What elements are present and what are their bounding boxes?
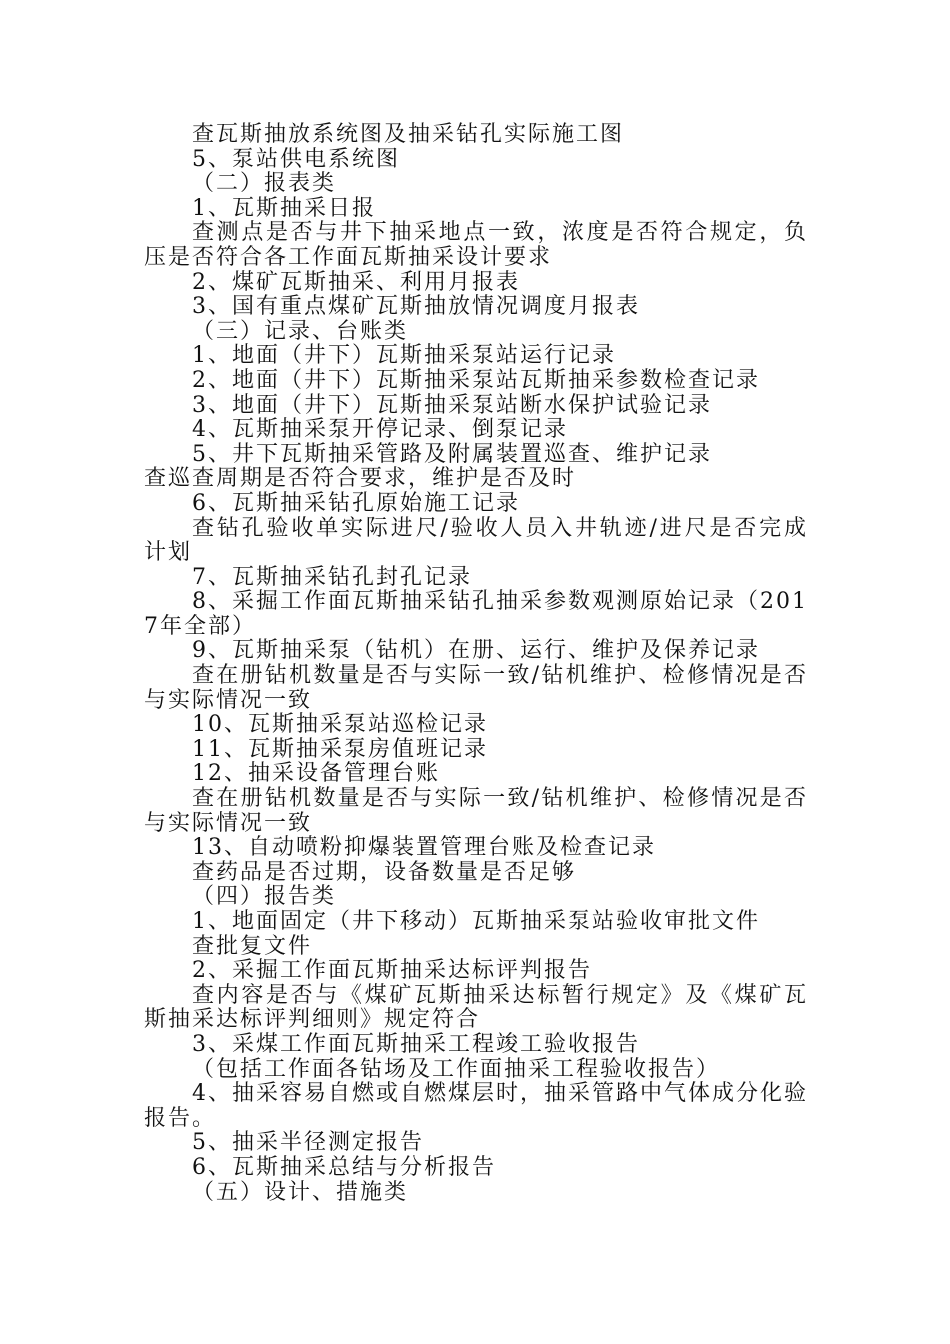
paragraph: 12、抽采设备管理台账 — [192, 761, 440, 787]
paragraph: 3、采煤工作面瓦斯抽采工程竣工验收报告 — [192, 1031, 640, 1057]
paragraph: 3、地面（井下）瓦斯抽采泵站断水保护试验记录 — [192, 392, 712, 418]
paragraph: 2、采掘工作面瓦斯抽采达标评判报告 — [192, 958, 592, 984]
paragraph: 6、瓦斯抽采总结与分析报告 — [192, 1154, 496, 1180]
paragraph: 5、泵站供电系统图 — [192, 146, 400, 172]
paragraph: 查瓦斯抽放系统图及抽采钻孔实际施工图 — [192, 122, 625, 147]
paragraph: 7、瓦斯抽采钻孔封孔记录 — [192, 564, 472, 590]
paragraph: 3、国有重点煤矿瓦斯抽放情况调度月报表 — [192, 294, 640, 320]
document-body — [144, 123, 808, 1205]
paragraph: 查内容是否与《煤矿瓦斯抽采达标暂行规定》及《煤矿瓦斯抽采达标评判细则》规定符合 — [144, 982, 808, 1033]
paragraph: （包括工作面各钻场及工作面抽采工程验收报告） — [192, 1056, 721, 1082]
paragraph: 8、采掘工作面瓦斯抽采钻孔抽采参数观测原始记录（2017年全部） — [144, 589, 808, 639]
paragraph: 查在册钻机数量是否与实际一致/钻机维护、检修情况是否与实际情况一致 — [144, 786, 808, 836]
paragraph: 4、瓦斯抽采泵开停记录、倒泵记录 — [192, 417, 568, 443]
section-heading: （四）报告类 — [192, 884, 337, 910]
section-heading: （三）记录、台账类 — [192, 318, 409, 344]
paragraph: 2、地面（井下）瓦斯抽采泵站瓦斯抽采参数检查记录 — [192, 367, 760, 393]
paragraph: 查钻孔验收单实际进尺/验收人员入井轨迹/进尺是否完成计划 — [144, 515, 808, 566]
paragraph: 5、抽采半径测定报告 — [192, 1130, 424, 1156]
paragraph: 10、瓦斯抽采泵站巡检记录 — [192, 712, 488, 738]
paragraph: 查批复文件 — [192, 933, 313, 959]
paragraph: 查在册钻机数量是否与实际一致/钻机维护、检修情况是否与实际情况一致 — [144, 663, 808, 713]
paragraph: 13、自动喷粉抑爆装置管理台账及检查记录 — [192, 835, 656, 861]
paragraph: 4、抽采容易自燃或自燃煤层时，抽采管路中气体成分化验报告。 — [144, 1081, 808, 1131]
paragraph: 1、地面（井下）瓦斯抽采泵站运行记录 — [192, 343, 616, 369]
paragraph: 6、瓦斯抽采钻孔原始施工记录 — [192, 490, 520, 516]
section-heading: （二）报表类 — [192, 171, 337, 197]
paragraph: 11、瓦斯抽采泵房值班记录 — [192, 736, 488, 762]
paragraph: 查药品是否过期，设备数量是否足够 — [192, 859, 577, 885]
paragraph: 9、瓦斯抽采泵（钻机）在册、运行、维护及保养记录 — [192, 638, 760, 664]
paragraph: 5、井下瓦斯抽采管路及附属装置巡查、维护记录 — [192, 441, 712, 467]
section-heading: （五）设计、措施类 — [192, 1179, 409, 1205]
paragraph: 查巡查周期是否符合要求，维护是否及时 — [144, 466, 577, 492]
paragraph: 查测点是否与井下抽采地点一致，浓度是否符合规定，负压是否符合各工作面瓦斯抽采设计要求 — [144, 220, 808, 270]
paragraph: 1、地面固定（井下移动）瓦斯抽采泵站验收审批文件 — [192, 909, 760, 934]
paragraph: 2、煤矿瓦斯抽采、利用月报表 — [192, 269, 520, 295]
paragraph: 1、瓦斯抽采日报 — [192, 195, 376, 221]
